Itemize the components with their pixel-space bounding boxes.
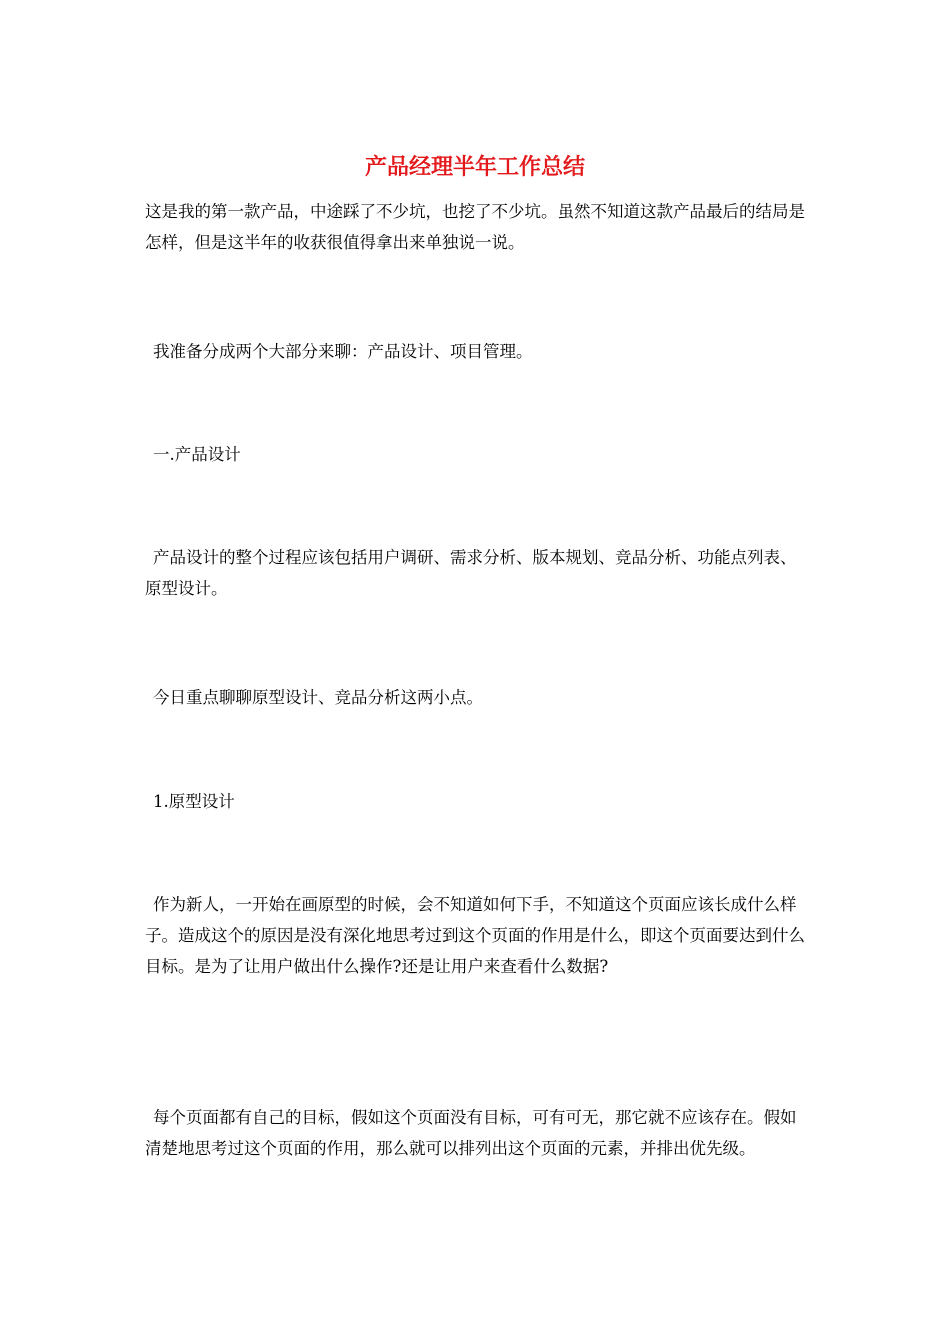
subsection-heading-prototype: 1.原型设计 xyxy=(153,792,235,811)
paragraph-page-goals: 每个页面都有自己的目标，假如这个页面没有目标，可有可无，那它就不应该存在。假如清楚地思考过这个页面的作用，那么就可以排列出这个页面的元素，并排出优先级。 xyxy=(145,1108,797,1158)
paragraph-outline: 我准备分成两个大部分来聊：产品设计、项目管理。 xyxy=(153,342,533,361)
section-heading-product-design: 一.产品设计 xyxy=(153,445,241,464)
paragraph-intro: 这是我的第一款产品，中途踩了不少坑，也挖了不少坑。虽然不知道这款产品最后的结局是怎样，但是这半年的收获很值得拿出来单独说一说。 xyxy=(145,202,805,252)
document-title: 产品经理半年工作总结 xyxy=(364,155,585,180)
paragraph-prototype-newcomer: 作为新人，一开始在画原型的时候，会不知道如何下手，不知道这个页面应该长成什么样子。造成这个的原因是没有深化地思考过到这个页面的作用是什么，即这个页面要达到什么目标。是为了让用户做出什么操作?还是让用户来查看什么数据? xyxy=(145,895,805,976)
paragraph-design-process: 产品设计的整个过程应该包括用户调研、需求分析、版本规划、竞品分析、功能点列表、原型设计。 xyxy=(145,548,797,598)
paragraph-focus: 今日重点聊聊原型设计、竞品分析这两小点。 xyxy=(153,688,483,707)
